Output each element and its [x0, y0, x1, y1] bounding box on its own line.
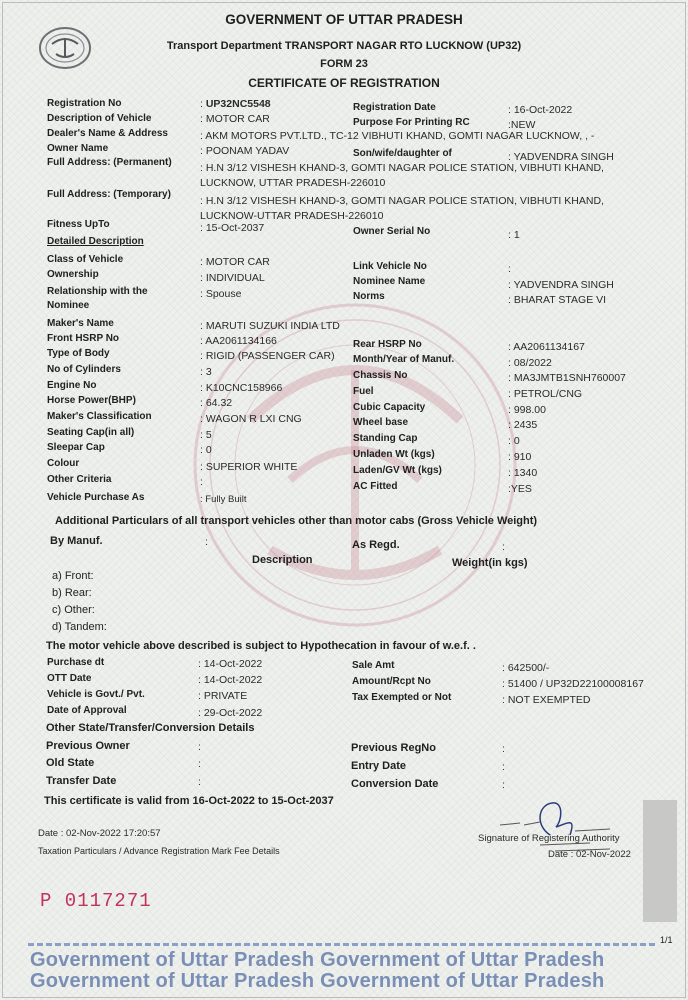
reg-date-label: Registration Date [353, 102, 436, 113]
additional-title: Additional Particulars of all transport vehicles other than motor cabs (Gross Vehicle Weight) [55, 515, 538, 527]
month-year-label: Month/Year of Manuf. [353, 354, 455, 365]
footer-banner-2: Government of Uttar Pradesh Government of Uttar Pradesh [30, 970, 605, 992]
old-state-label: Old State [46, 757, 95, 769]
perm-address-line1: H.N 3/12 VISHESH KHAND-3, GOMTI NAGAR POLICE STATION, VIBHUTI KHAND, [205, 162, 604, 174]
ac-value: YES [510, 483, 532, 495]
body-value: RIGID (PASSENGER CAR) [205, 350, 335, 362]
hp-value: 64.32 [205, 397, 233, 409]
relationship-value: Spouse [205, 288, 242, 300]
ac-label: AC Fitted [353, 481, 398, 492]
reg-no-value: UP32NC5548 [205, 98, 271, 110]
amount-rcpt-value: 51400 / UP32D22100008167 [507, 678, 644, 690]
footer-banner-1: Government of Uttar Pradesh Government of Uttar Pradesh [30, 949, 605, 971]
standing-label: Standing Cap [353, 433, 418, 444]
print-date: Date : 02-Nov-2022 17:20:57 [38, 828, 161, 839]
tandem-axle-label: d) Tandem: [52, 621, 107, 633]
purchase-as-value: Fully Built [205, 494, 247, 505]
certificate-title: CERTIFICATE OF REGISTRATION [248, 76, 440, 90]
cylinders-label: No of Cylinders [47, 364, 121, 375]
dealer-label: Dealer's Name & Address [47, 128, 168, 139]
as-regd-label: As Regd. [352, 539, 400, 551]
swd-label: Son/wife/daughter of [353, 148, 452, 159]
ott-value: 14-Oct-2022 [203, 674, 263, 686]
standing-value: 0 [513, 435, 520, 447]
seating-value: 5 [205, 429, 212, 441]
front-axle-label: a) Front: [52, 570, 94, 582]
temp-address-line2: LUCKNOW-UTTAR PRADESH-226010 [200, 210, 384, 222]
validity-text: This certificate is valid from 16-Oct-2022 to 15-Oct-2037 [44, 795, 334, 807]
prev-owner-label: Previous Owner [46, 740, 130, 752]
laden-value: 1340 [513, 467, 538, 479]
desc-label: Description of Vehicle [47, 113, 152, 124]
desc-value: MOTOR CAR [205, 113, 270, 125]
cylinders-value: 3 [205, 366, 212, 378]
chassis-value: MA3JMTB1SNH760007 [513, 372, 626, 384]
sleeper-value: 0 [205, 444, 212, 456]
engine-value: K10CNC158966 [205, 382, 283, 394]
signature-date: Date : 02-Nov-2022 [548, 849, 631, 860]
maker-class-label: Maker's Classification [47, 411, 152, 422]
sleeper-label: Sleepar Cap [47, 442, 105, 453]
dealer-value: AKM MOTORS PVT.LTD., TC-12 VIBHUTI KHAND, GOMTI NAGAR LUCKNOW, , - [205, 130, 595, 142]
fitness-label: Fitness UpTo [47, 219, 110, 230]
owner-serial-label: Owner Serial No [353, 226, 431, 237]
govt-label: Vehicle is Govt./ Pvt. [47, 689, 145, 700]
swd-value: YADVENDRA SINGH [513, 151, 614, 163]
rear-hsrp-label: Rear HSRP No [353, 339, 422, 350]
wheelbase-label: Wheel base [353, 417, 409, 428]
weight-heading: Weight(in kgs) [452, 557, 528, 569]
wheelbase-value: 2435 [513, 419, 538, 431]
maker-value: MARUTI SUZUKI INDIA LTD [205, 320, 340, 332]
owner-value: POONAM YADAV [205, 145, 290, 157]
purpose-label: Purpose For Printing RC [353, 117, 470, 128]
perm-address-line2: LUCKNOW, UTTAR PRADESH-226010 [200, 177, 386, 189]
sale-amt-value: 642500/- [507, 662, 550, 674]
other-criteria-label: Other Criteria [47, 474, 112, 485]
transfer-date-label: Transfer Date [46, 775, 117, 787]
owner-serial-value: 1 [513, 229, 520, 241]
by-manuf-label: By Manuf. [50, 535, 103, 547]
hypothecation-text: The motor vehicle above described is subject to Hypothecation in favour of w.e.f. . [46, 640, 476, 652]
month-year-value: 08/2022 [513, 357, 552, 369]
fuel-label: Fuel [353, 386, 374, 397]
sale-amt-label: Sale Amt [352, 660, 395, 671]
ott-label: OTT Date [47, 673, 92, 684]
entry-date-label: Entry Date [351, 760, 407, 772]
colour-value: SUPERIOR WHITE [205, 461, 298, 473]
class-value: MOTOR CAR [205, 256, 270, 268]
detailed-description-heading: Detailed Description [47, 236, 144, 247]
engine-label: Engine No [47, 380, 97, 391]
perm-address-label: Full Address: (Permanent) [47, 157, 172, 168]
nominee-name-label: Nominee Name [353, 276, 426, 287]
ownership-value: INDIVIDUAL [205, 272, 265, 284]
link-label: Link Vehicle No [353, 261, 427, 272]
form-number: FORM 23 [320, 58, 368, 70]
hologram-strip [643, 800, 677, 922]
reg-no-label: Registration No [47, 98, 122, 109]
unladen-value: 910 [513, 451, 532, 463]
chassis-label: Chassis No [353, 370, 408, 381]
cc-value: 998.00 [513, 404, 546, 416]
fitness-value: 15-Oct-2037 [205, 222, 265, 234]
front-hsrp-label: Front HSRP No [47, 333, 120, 344]
rear-axle-label: b) Rear: [52, 587, 92, 599]
relationship-label: Relationship with the [47, 286, 148, 297]
approval-label: Date of Approval [47, 705, 127, 716]
rear-hsrp-value: AA2061134167 [513, 341, 585, 353]
tax-label: Tax Exempted or Not [352, 692, 452, 703]
purchase-dt-label: Purchase dt [47, 657, 105, 668]
other-axle-label: c) Other: [52, 604, 95, 616]
page-number: 1/1 [660, 935, 673, 945]
unladen-label: Unladen Wt (kgs) [353, 449, 435, 460]
temp-address-line1: H.N 3/12 VISHESH KHAND-3, GOMTI NAGAR POLICE STATION, VIBHUTI KHAND, [205, 195, 604, 207]
transfer-title: Other State/Transfer/Conversion Details [46, 722, 255, 734]
relationship-label-2: Nominee [47, 300, 90, 311]
colour-label: Colour [47, 458, 80, 469]
description-heading: Description [252, 554, 313, 566]
maker-label: Maker's Name [47, 318, 114, 329]
temp-address-label: Full Address: (Temporary) [47, 189, 171, 200]
front-hsrp-value: AA2061134166 [205, 335, 277, 347]
purchase-as-label: Vehicle Purchase As [47, 492, 145, 503]
ownership-label: Ownership [47, 269, 99, 280]
fuel-value: PETROL/CNG [513, 388, 583, 400]
government-title: GOVERNMENT OF UTTAR PRADESH [225, 12, 463, 27]
norms-value: BHARAT STAGE VI [513, 294, 607, 306]
reg-date-value: 16-Oct-2022 [513, 104, 573, 116]
signature-label: Signature of Registering Authority [478, 833, 620, 844]
nominee-name-value: YADVENDRA SINGH [513, 279, 614, 291]
department-title: Transport Department TRANSPORT NAGAR RTO LUCKNOW (UP32) [166, 40, 522, 52]
prev-regno-label: Previous RegNo [351, 742, 436, 754]
owner-label: Owner Name [47, 143, 109, 154]
conversion-date-label: Conversion Date [351, 778, 439, 790]
approval-value: 29-Oct-2022 [203, 707, 263, 719]
govt-value: PRIVATE [203, 690, 248, 702]
cc-label: Cubic Capacity [353, 402, 426, 413]
tax-value: NOT EXEMPTED [507, 694, 591, 706]
hp-label: Horse Power(BHP) [47, 395, 136, 406]
norms-label: Norms [353, 291, 385, 302]
serial-number: P 0117271 [40, 890, 152, 912]
footer-divider [28, 943, 658, 946]
laden-label: Laden/GV Wt (kgs) [353, 465, 442, 476]
amount-rcpt-label: Amount/Rcpt No [352, 676, 431, 687]
purpose-value: NEW [510, 119, 536, 131]
seating-label: Seating Cap(in all) [47, 427, 135, 438]
purchase-dt-value: 14-Oct-2022 [203, 658, 263, 670]
taxation-particulars: Taxation Particulars / Advance Registration Mark Fee Details [38, 846, 280, 856]
maker-class-value: WAGON R LXI CNG [205, 413, 302, 425]
class-label: Class of Vehicle [47, 254, 124, 265]
body-label: Type of Body [47, 348, 110, 359]
